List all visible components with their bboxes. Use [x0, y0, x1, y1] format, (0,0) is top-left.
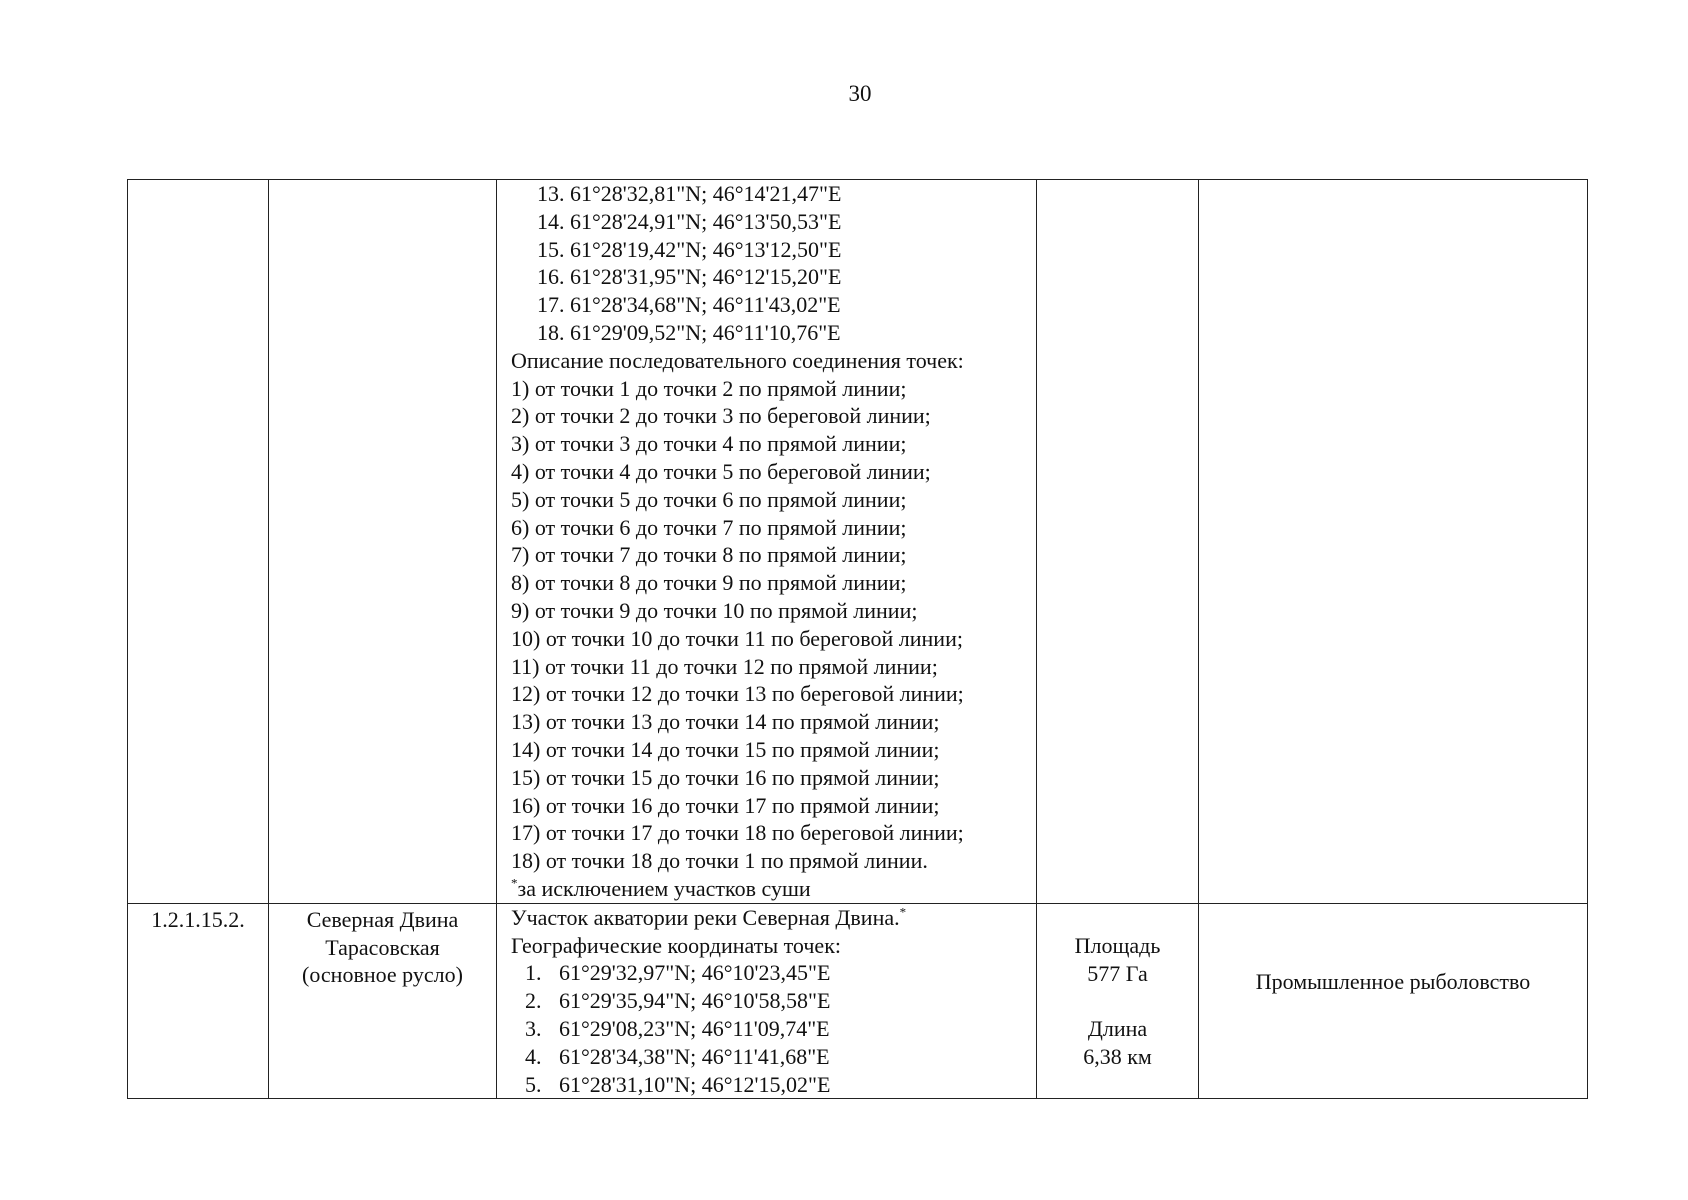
coordinate-point: 3. 61°29'08,23"N; 46°11'09,74"E: [525, 1015, 830, 1041]
cell-measure-empty: [1037, 180, 1199, 904]
connection-item: 17) от точки 17 до точки 18 по береговой линии;: [511, 820, 964, 846]
cell-description: [497, 180, 1037, 904]
coordinate-point: 18. 61°29'09,52"N; 46°11'10,76"E: [537, 319, 841, 345]
area-title: Участок акватории реки Северная Двина.*: [511, 904, 907, 930]
cell-area-measures: [1037, 903, 1199, 1099]
connection-item: 12) от точки 12 до точки 13 по береговой линии;: [511, 681, 964, 707]
cell-entry-number: 1.2.1.15.2.: [128, 903, 269, 1099]
connection-item: 11) от точки 11 до точки 12 по прямой линии;: [511, 653, 938, 679]
cell-area-name: [269, 903, 497, 1099]
cell-usage-empty: [1199, 180, 1588, 904]
connection-item: 1) от точки 1 до точки 2 по прямой линии;: [511, 375, 907, 401]
connection-item: 5) от точки 5 до точки 6 по прямой линии;: [511, 486, 907, 512]
coordinate-point: 5. 61°28'31,10"N; 46°12'15,02"E: [525, 1071, 831, 1097]
area-value: 577 Га: [1087, 960, 1148, 986]
connection-item: 3) от точки 3 до точки 4 по прямой линии;: [511, 431, 907, 457]
area-label: Площадь: [1074, 932, 1161, 958]
table-row-entry: [128, 903, 1588, 1099]
coordinate-point: 15. 61°28'19,42"N; 46°13'12,50"E: [537, 236, 842, 262]
table-row-continuation: [128, 180, 1588, 904]
connection-item: 8) от точки 8 до точки 9 по прямой линии;: [511, 570, 907, 596]
connection-item: 14) от точки 14 до точки 15 по прямой линии;: [511, 736, 940, 762]
connection-item: 10) от точки 10 до точки 11 по береговой линии;: [511, 625, 963, 651]
connection-item: 16) от точки 16 до точки 17 по прямой линии;: [511, 792, 940, 818]
connection-item: 6) от точки 6 до точки 7 по прямой линии;: [511, 514, 907, 540]
connection-item: 13) от точки 13 до точки 14 по прямой линии;: [511, 709, 940, 735]
fishing-areas-table: [127, 179, 1588, 1099]
area-name-line: Тарасовская: [325, 934, 440, 960]
connection-item: 18) от точки 18 до точки 1 по прямой линии.: [511, 848, 928, 874]
area-name-line: (основное русло): [302, 962, 463, 988]
connection-item: 2) от точки 2 до точки 3 по береговой линии;: [511, 403, 931, 429]
length-value: 6,38 км: [1083, 1043, 1152, 1069]
coordinate-point: 14. 61°28'24,91"N; 46°13'50,53"E: [537, 208, 842, 234]
cell-number-empty: [128, 180, 269, 904]
footnote: *за исключением участков суши: [511, 875, 811, 901]
coordinate-point: 17. 61°28'34,68"N; 46°11'43,02"E: [537, 292, 841, 318]
coordinate-point: 1. 61°29'32,97"N; 46°10'23,45"E: [525, 960, 831, 986]
page-number: 30: [848, 81, 872, 106]
coordinate-point: 4. 61°28'34,38"N; 46°11'41,68"E: [525, 1043, 830, 1069]
coordinate-point: 2. 61°29'35,94"N; 46°10'58,58"E: [525, 988, 831, 1014]
connection-item: 4) от точки 4 до точки 5 по береговой линии;: [511, 458, 931, 484]
connection-item: 15) от точки 15 до точки 16 по прямой линии;: [511, 764, 940, 790]
connection-item: 9) от точки 9 до точки 10 по прямой линии;: [511, 597, 918, 623]
cell-description: [497, 903, 1037, 1099]
coordinate-point: 16. 61°28'31,95"N; 46°12'15,20"E: [537, 264, 842, 290]
area-name-line: Северная Двина: [306, 906, 459, 932]
coordinate-point: 13. 61°28'32,81"N; 46°14'21,47"E: [537, 181, 842, 206]
cell-name-empty: [269, 180, 497, 904]
connection-header: Описание последовательного соединения точек:: [511, 347, 964, 373]
coords-header: Географические координаты точек:: [511, 932, 841, 958]
cell-usage-type: Промышленное рыболовство: [1199, 903, 1588, 1099]
connection-item: 7) от точки 7 до точки 8 по прямой линии;: [511, 542, 907, 568]
length-label: Длина: [1087, 1016, 1148, 1042]
